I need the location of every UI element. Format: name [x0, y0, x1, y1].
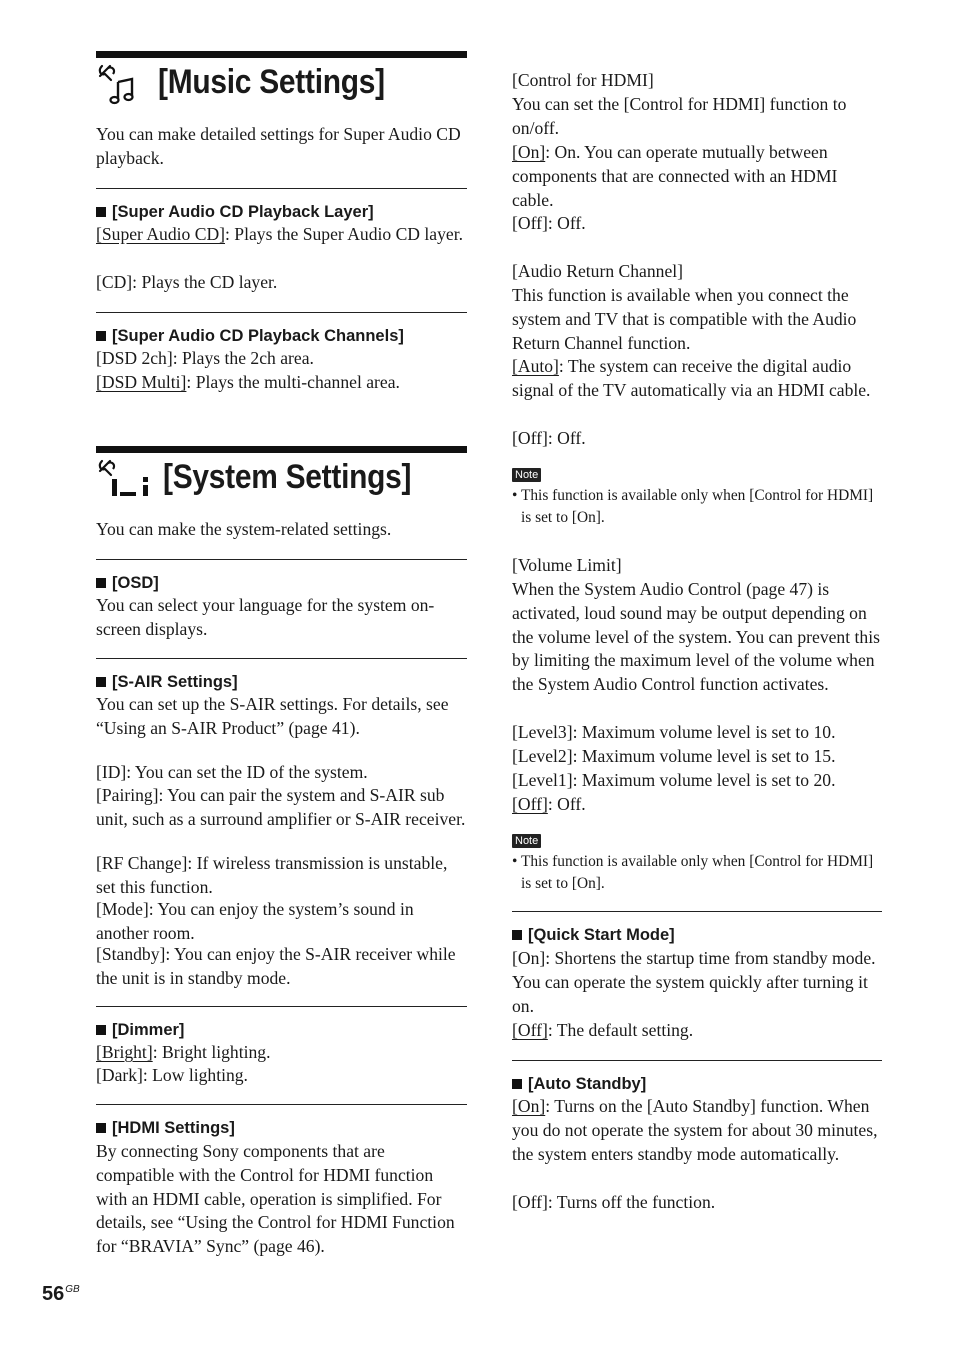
volume-level3: [Level3]: Maximum volume level is set to 10.	[512, 722, 836, 742]
divider	[96, 188, 467, 189]
volume-limit-text: When the System Audio Control (page 47) is activated, loud sound may be output depending on the volume level of the system. You can prevent this by limiting the maximum level of the volume when the System Audio Control function activates.	[512, 579, 880, 695]
system-intro: You can make the system-related settings.	[96, 519, 392, 539]
note-badge: Note	[512, 468, 541, 482]
square-bullet-icon	[96, 1025, 106, 1035]
sair-text: You can set up the S-AIR settings. For details, see “Using an S-AIR Product” (page 41).	[96, 694, 449, 738]
quick-start-off: [Off]: The default setting.	[512, 1020, 694, 1040]
music-settings-title: [Music Settings]	[158, 63, 385, 101]
sair-mode: [Mode]: You can enjoy the system’s sound in another room.	[96, 899, 414, 943]
heading-osd: [OSD]	[96, 572, 159, 594]
channels-option-2ch: [DSD 2ch]: Plays the 2ch area.	[96, 348, 314, 368]
arc-text: This function is available when you connect the system and TV that is compatible with the Audio Return Channel function.	[512, 285, 857, 353]
heading-hdmi-settings: [HDMI Settings]	[96, 1117, 235, 1139]
dimmer-dark: [Dark]: Low lighting.	[96, 1065, 248, 1085]
control-hdmi-off: [Off]: Off.	[512, 213, 586, 233]
square-bullet-icon	[512, 930, 522, 940]
divider	[512, 1060, 882, 1061]
wrench-music-icon	[96, 62, 136, 111]
auto-standby-off: [Off]: Turns off the function.	[512, 1192, 716, 1212]
divider	[96, 312, 467, 313]
volume-level1: [Level1]: Maximum volume level is set to 20.	[512, 770, 836, 790]
hdmi-settings-text: By connecting Sony components that are compatible with the Control for HDMI function with an HDMI cable, operation is simplified. For details, see “Using the Control for HDMI Function for “BRAVIA” Sync” (page 46).	[96, 1141, 455, 1257]
quick-start-on: [On]: Shortens the startup time from standby mode. You can operate the system quickly after turning it on.	[512, 948, 876, 1016]
divider	[96, 1006, 467, 1007]
sair-pairing: [Pairing]: You can pair the system and S-AIR sub unit, such as a surround amplifier or S-AIR receiver.	[96, 785, 466, 829]
sair-id: [ID]: You can set the ID of the system.	[96, 762, 368, 782]
control-hdmi-on: [On]: On. You can operate mutually between components that are connected with an HDMI cable.	[512, 142, 838, 210]
note-text-2: • This function is available only when [Control for HDMI] is set to [On].	[512, 853, 874, 892]
layer-option-sacd: [Super Audio CD]: Plays the Super Audio CD layer.	[96, 224, 464, 244]
square-bullet-icon	[96, 1123, 106, 1133]
volume-off: [Off]: Off.	[512, 794, 586, 814]
arc-auto: [Auto]: The system can receive the digital audio signal of the TV automatically via an HDMI cable.	[512, 356, 871, 400]
arc-off: [Off]: Off.	[512, 428, 586, 448]
control-hdmi-label: [Control for HDMI]	[512, 70, 654, 90]
arc-label: [Audio Return Channel]	[512, 261, 684, 281]
note-text-1: • This function is available only when [Control for HDMI] is set to [On].	[512, 487, 874, 526]
section-rule-music	[96, 51, 467, 58]
heading-playback-layer: [Super Audio CD Playback Layer]	[96, 201, 374, 223]
music-intro: You can make detailed settings for Super Audio CD playback.	[96, 124, 461, 168]
volume-limit-label: [Volume Limit]	[512, 555, 622, 575]
divider	[96, 559, 467, 560]
heading-sair: [S-AIR Settings]	[96, 671, 238, 693]
wrench-system-icon	[96, 457, 156, 506]
square-bullet-icon	[96, 677, 106, 687]
divider	[512, 911, 882, 912]
system-settings-title: [System Settings]	[163, 458, 412, 496]
square-bullet-icon	[512, 1079, 522, 1089]
heading-playback-channels: [Super Audio CD Playback Channels]	[96, 325, 404, 347]
heading-dimmer: [Dimmer]	[96, 1019, 184, 1041]
volume-level2: [Level2]: Maximum volume level is set to 15.	[512, 746, 836, 766]
auto-standby-on: [On]: Turns on the [Auto Standby] function. When you do not operate the system for about 30 minutes, the system enters standby mode automatically.	[512, 1096, 878, 1164]
layer-option-cd: [CD]: Plays the CD layer.	[96, 272, 278, 292]
sair-standby: [Standby]: You can enjoy the S-AIR receiver while the unit is in standby mode.	[96, 944, 456, 988]
section-rule-system	[96, 446, 467, 453]
heading-auto-standby: [Auto Standby]	[512, 1073, 646, 1095]
dimmer-bright: [Bright]: Bright lighting.	[96, 1042, 271, 1062]
heading-quick-start: [Quick Start Mode]	[512, 924, 675, 946]
sair-rf-change: [RF Change]: If wireless transmission is unstable, set this function.	[96, 853, 448, 897]
page-number: $56^{GB}$	[42, 1283, 80, 1305]
note-badge: Note	[512, 834, 541, 848]
square-bullet-icon	[96, 331, 106, 341]
square-bullet-icon	[96, 207, 106, 217]
osd-text: You can select your language for the system on-screen displays.	[96, 595, 435, 639]
control-hdmi-text: You can set the [Control for HDMI] function to on/off.	[512, 94, 847, 138]
divider	[96, 658, 467, 659]
divider	[96, 1104, 467, 1105]
square-bullet-icon	[96, 578, 106, 588]
channels-option-multi: [DSD Multi]: Plays the multi-channel area.	[96, 372, 400, 392]
